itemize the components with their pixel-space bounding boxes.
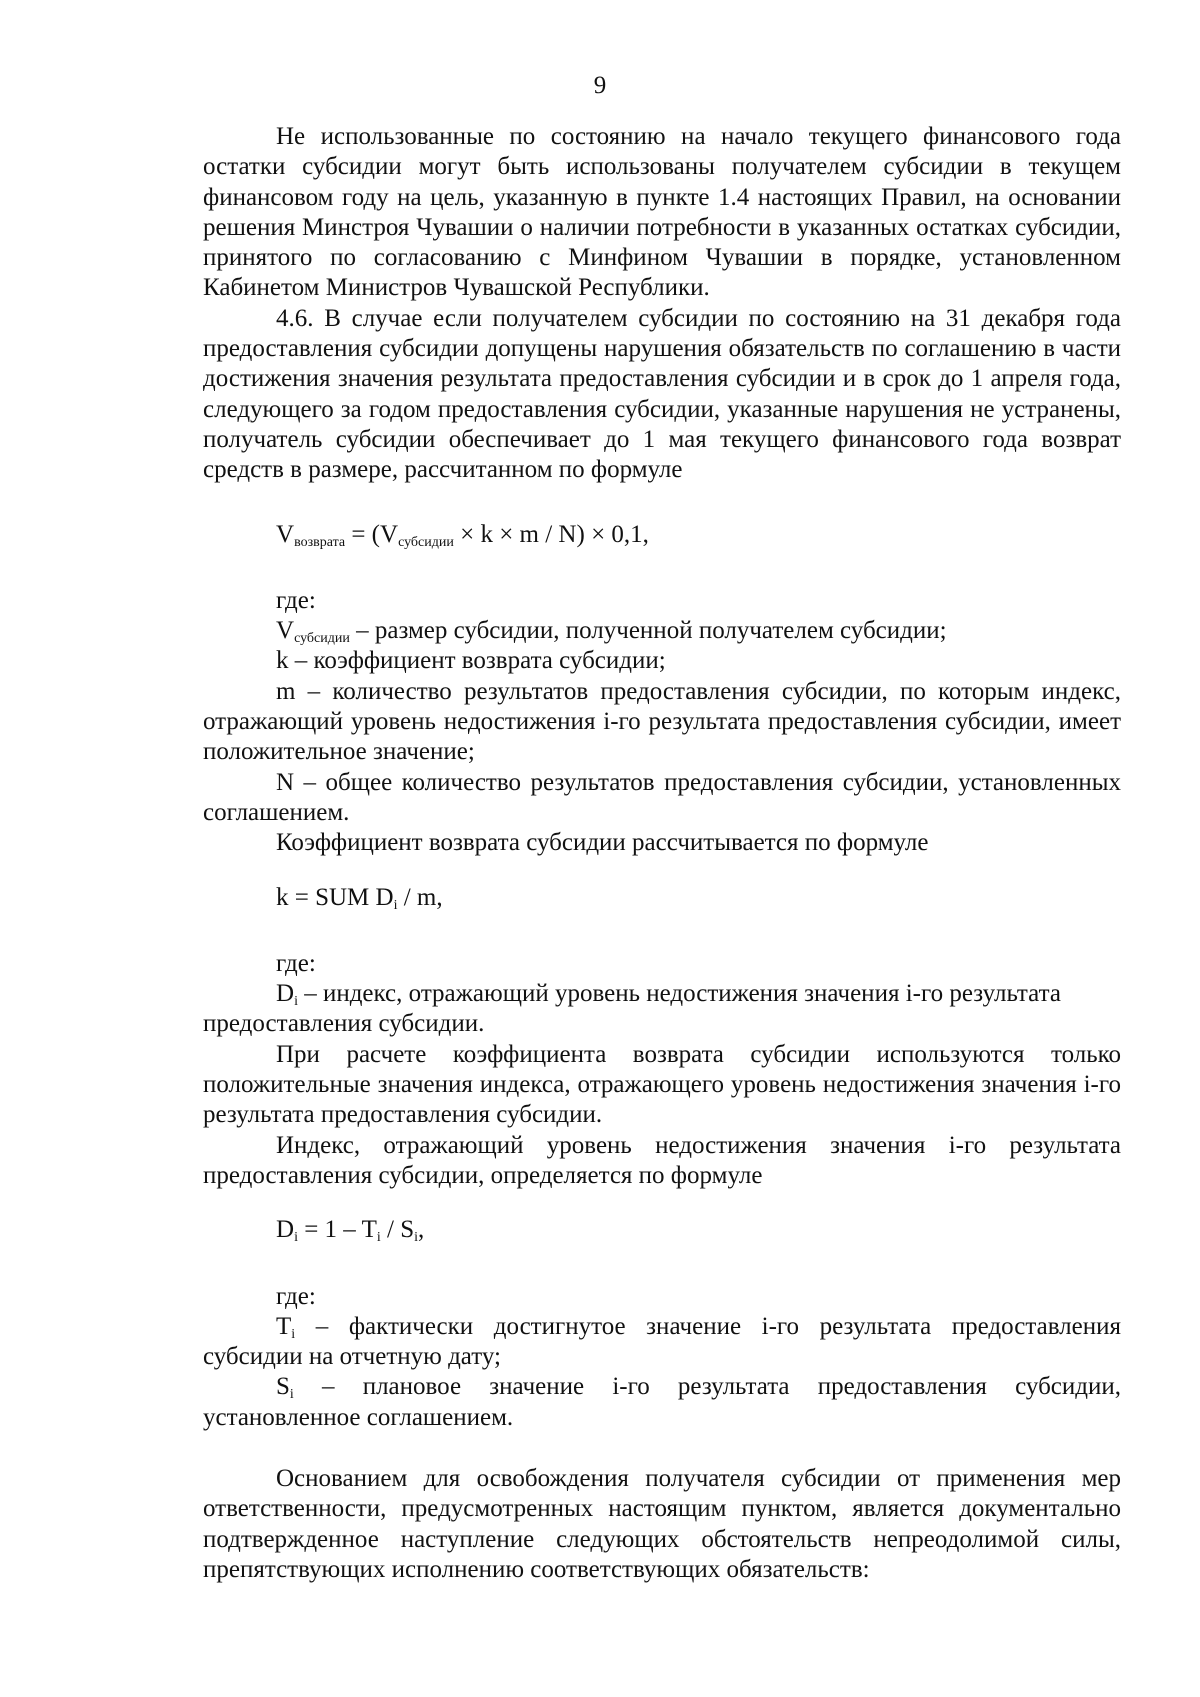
paragraph-coefficient: Коэффициент возврата субсидии рассчитывается по формуле	[276, 829, 929, 857]
definition-s: $S_i$ – плановое значение i-го результата предоставления субсидии, установленное соглашением.	[203, 1373, 1121, 1431]
formula-v-return: $V_{возврата} = (V_{субсидии} \times k \times m / N) \times 0,1$,	[276, 520, 649, 550]
definition-d-continuation: предоставления субсидии.	[203, 1010, 485, 1038]
definition-n: N – общее количество результатов предоставления субсидии, установленных соглашением.	[203, 768, 1121, 826]
paragraph-force-majeure: Основанием для освобождения получателя субсидии от применения мер ответственности, предусмотренных настоящим пунктом, является документально подтвержденное наступление следующих обстоятельств непреодолимой силы, препятствующих исполнению соответствующих обязательств:	[203, 1464, 1121, 1583]
formula-d: $D_i = 1 - T_i / S_i$,	[276, 1216, 425, 1246]
paragraph-positive-values: При расчете коэффициента возврата субсидии используются только положительные значения индекса, отражающего уровень недостижения значения i-го результата предоставления субсидии.	[203, 1040, 1121, 1129]
paragraph-4-6: 4.6. В случае если получателем субсидии по состоянию на 31 декабря года предоставления субсидии допущены нарушения обязательств по соглашению в части достижения значения результата предоставления субсидии и в срок до 1 апреля года, следующего за годом предоставления субсидии, указанные нарушения не устранены, получатель субсидии обеспечивает до 1 мая текущего финансового года возврат средств в размере, рассчитанном по формуле	[203, 304, 1121, 484]
page-number: 9	[593, 72, 607, 99]
definition-t: $T_i$ – фактически достигнутое значение i-го результата предоставления субсидии на отчетную дату;	[203, 1312, 1121, 1371]
formula-k: k = SUM $D_i$ / m,	[276, 883, 443, 913]
definition-v-subsidy: $V_{субсидии}$ – размер субсидии, полученной получателем субсидии;	[276, 617, 947, 647]
paragraph-index-formula: Индекс, отражающий уровень недостижения значения i-го результата предоставления субсидии, определяется по формуле	[203, 1131, 1121, 1189]
document-body	[203, 122, 1121, 1585]
definition-m: m – количество результатов предоставления субсидии, по которым индекс, отражающий уровень недостижения i-го результата предоставления субсидии, имеет положительное значение;	[203, 677, 1121, 766]
where-label: где:	[276, 949, 316, 977]
where-label: где:	[276, 1282, 316, 1310]
where-label: где:	[276, 586, 316, 614]
paragraph-unused-balances: Не использованные по состоянию на начало текущего финансового года остатки субсидии могут быть использованы получателем субсидии в текущем финансовом году на цель, указанную в пункте 1.4 настоящих Правил, на основании решения Минстроя Чувашии о наличии потребности в указанных остатках субсидии, принятого по согласованию с Минфином Чувашии в порядке, установленном Кабинетом Министров Чувашской Республики.	[203, 123, 1121, 302]
definition-d: $D_i$ – индекс, отражающий уровень недостижения значения i-го результата	[276, 980, 1061, 1010]
definition-k: k – коэффициент возврата субсидии;	[276, 647, 666, 675]
